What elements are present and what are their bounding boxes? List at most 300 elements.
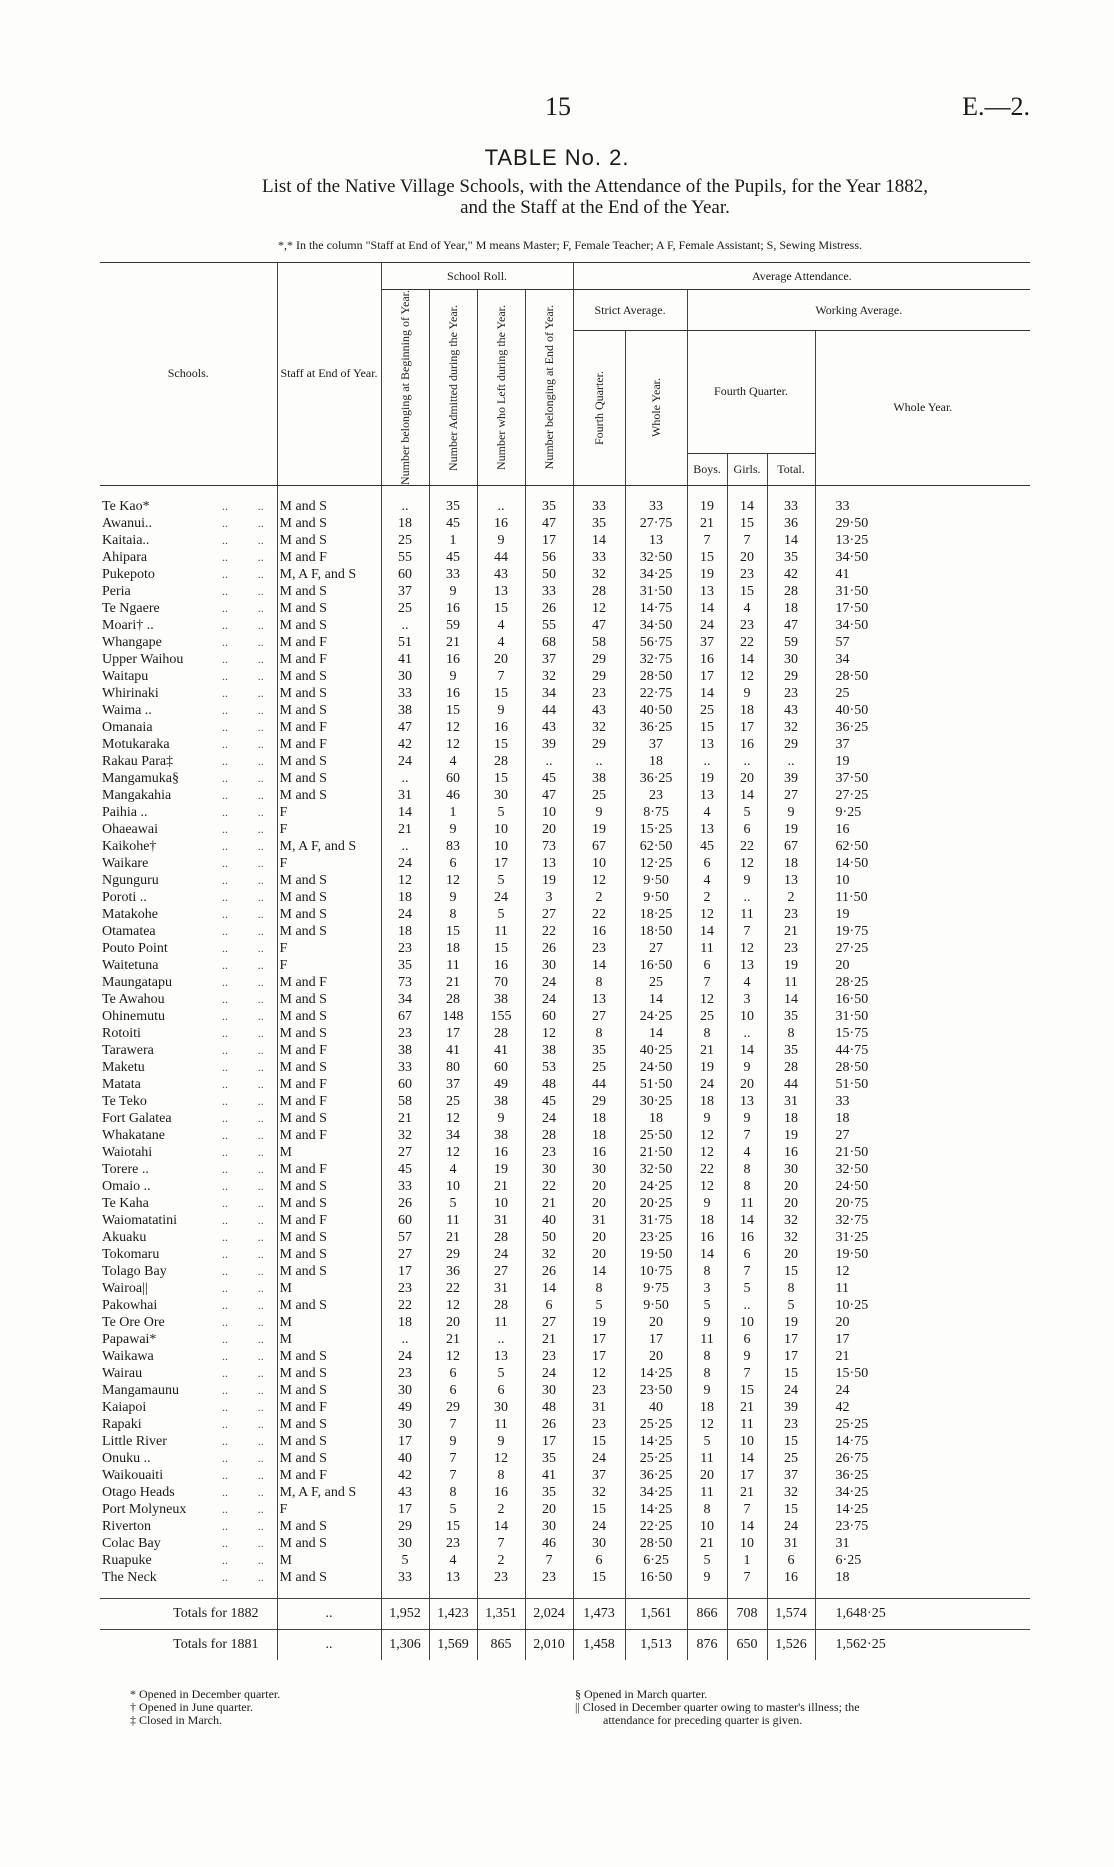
girls-value: 14	[727, 1518, 767, 1535]
leader-dots: ..	[245, 617, 277, 634]
leader-dots: ..	[222, 821, 228, 836]
num-end: 17	[525, 532, 573, 549]
total-header: Total.	[767, 453, 815, 485]
working-whole-year: 21·50	[835, 1144, 869, 1160]
num-beginning: 30	[381, 1535, 429, 1552]
num-beginning: 21	[381, 1110, 429, 1127]
table-row	[100, 855, 1030, 872]
num-left: 28	[477, 753, 525, 770]
leader-dots: ..	[245, 906, 277, 923]
working-whole-year: 14·75	[835, 1433, 869, 1449]
staff-value: M and S	[279, 1229, 327, 1245]
strict-whole-year: 27·75	[625, 515, 687, 532]
staff-value: M and S	[279, 1008, 327, 1024]
leader-dots	[371, 787, 381, 804]
boys-value: 25	[687, 1008, 727, 1025]
num-beginning: ..	[381, 838, 429, 855]
working-whole-year: 34	[835, 651, 850, 667]
leader-dots	[371, 1076, 381, 1093]
staff-value: M and F	[279, 1093, 327, 1109]
working-whole-year: 36·25	[835, 719, 869, 735]
staff-value: M and S	[279, 1195, 327, 1211]
leader-dots: ..	[222, 1059, 228, 1074]
boys-value: 12	[687, 1127, 727, 1144]
num-admitted: 80	[429, 1059, 477, 1076]
girls-value: 9	[727, 1110, 767, 1127]
num-end: 23	[525, 1348, 573, 1365]
num-beginning: 12	[381, 872, 429, 889]
boys-value: 11	[687, 1331, 727, 1348]
total-value: 44	[767, 1076, 815, 1093]
working-whole-year: 18	[835, 1110, 850, 1126]
strict-whole-year: 56·75	[625, 634, 687, 651]
girls-value: 9	[727, 685, 767, 702]
num-left: 49	[477, 1076, 525, 1093]
num-admitted: 1	[429, 532, 477, 549]
school-name: Mangamaunu	[102, 1382, 179, 1398]
num-left: 4	[477, 617, 525, 634]
total-value: 18	[767, 855, 815, 872]
table-row	[100, 1484, 1030, 1501]
leader-dots: ..	[222, 634, 228, 649]
total-value: 8	[767, 1280, 815, 1297]
staff-value: M and S	[279, 1365, 327, 1381]
num-left: 16	[477, 1484, 525, 1501]
leader-dots: ..	[222, 685, 228, 700]
num-left: 7	[477, 1535, 525, 1552]
boys-value: 7	[687, 532, 727, 549]
table-row	[100, 1433, 1030, 1450]
staff-value: F	[279, 1501, 288, 1517]
strict-fourth-quarter: 24	[573, 1450, 625, 1467]
leader-dots	[371, 1433, 381, 1450]
leader-dots	[371, 1195, 381, 1212]
num-beginning: 47	[381, 719, 429, 736]
leader-dots	[371, 821, 381, 838]
leader-dots: ..	[222, 532, 228, 547]
leader-dots: ..	[222, 1484, 228, 1499]
girls-value: 7	[727, 1569, 767, 1599]
footnote: ‡ Closed in March.	[130, 1713, 222, 1727]
school-name: Little River	[102, 1433, 167, 1449]
girls-value: 9	[727, 872, 767, 889]
num-beginning: 18	[381, 515, 429, 532]
table-row	[100, 532, 1030, 549]
strict-whole-year: 36·25	[625, 770, 687, 787]
total-value: 67	[767, 838, 815, 855]
working-whole-year: 20	[835, 1314, 850, 1330]
num-beginning: ..	[381, 1331, 429, 1348]
strict-whole-year: 25	[625, 974, 687, 991]
girls-value: 18	[727, 702, 767, 719]
totals-strict-quarter: 1,473	[573, 1598, 625, 1629]
leader-dots: ..	[245, 1467, 277, 1484]
table-row	[100, 1246, 1030, 1263]
girls-value: 14	[727, 1450, 767, 1467]
working-whole-year: 31	[835, 1535, 850, 1551]
num-left: 60	[477, 1059, 525, 1076]
total-value: 30	[767, 1161, 815, 1178]
staff-value: M, A F, and S	[279, 566, 357, 582]
num-end: 41	[525, 1467, 573, 1484]
working-whole-year: 33	[835, 1093, 850, 1109]
totals-total: 1,574	[767, 1598, 815, 1629]
strict-fourth-quarter: 17	[573, 1348, 625, 1365]
num-end: 38	[525, 1042, 573, 1059]
num-admitted: 35	[429, 485, 477, 515]
staff-value: F	[279, 940, 288, 956]
leader-dots: ..	[245, 1297, 277, 1314]
num-beginning: 51	[381, 634, 429, 651]
strict-whole-year: 25·25	[625, 1416, 687, 1433]
num-end: 14	[525, 1280, 573, 1297]
leader-dots	[371, 685, 381, 702]
girls-value: 22	[727, 634, 767, 651]
strict-fourth-quarter: 43	[573, 702, 625, 719]
num-left: 24	[477, 1246, 525, 1263]
total-value: 16	[767, 1569, 815, 1599]
working-whole-year: 27·25	[835, 787, 869, 803]
leader-dots: ..	[222, 1348, 228, 1363]
school-name: Tolago Bay	[102, 1263, 167, 1279]
num-admitted: 25	[429, 1093, 477, 1110]
strict-whole-year: 9·50	[625, 889, 687, 906]
table-row	[100, 566, 1030, 583]
num-admitted: 45	[429, 549, 477, 566]
girls-value: 4	[727, 974, 767, 991]
strict-whole-year: 19·50	[625, 1246, 687, 1263]
leader-dots	[371, 1365, 381, 1382]
num-admitted: 6	[429, 1382, 477, 1399]
leader-dots	[371, 923, 381, 940]
leader-dots: ..	[222, 1399, 228, 1414]
leader-dots: ..	[245, 787, 277, 804]
num-beginning: 33	[381, 685, 429, 702]
total-value: 28	[767, 583, 815, 600]
total-value: 31	[767, 1093, 815, 1110]
table-caption	[150, 176, 1040, 218]
girls-value: 7	[727, 1127, 767, 1144]
leader-dots: ..	[222, 1433, 228, 1448]
working-whole-year: 29·50	[835, 515, 869, 531]
staff-value: M and S	[279, 685, 327, 701]
leader-dots: ..	[245, 1484, 277, 1501]
working-whole-year: 32·50	[835, 1161, 869, 1177]
leader-dots: ..	[245, 1382, 277, 1399]
strict-whole-year: 18·50	[625, 923, 687, 940]
staff-value: F	[279, 821, 288, 837]
staff-value: M and F	[279, 634, 327, 650]
school-name: Awanui..	[102, 515, 153, 531]
num-beginning: ..	[381, 617, 429, 634]
staff-value: M and S	[279, 1433, 327, 1449]
school-name: The Neck	[102, 1569, 157, 1585]
leader-dots	[371, 991, 381, 1008]
num-beginning: 55	[381, 549, 429, 566]
working-whole-year: 62·50	[835, 838, 869, 854]
strict-fourth-quarter: 15	[573, 1569, 625, 1599]
total-value: 2	[767, 889, 815, 906]
total-value: 25	[767, 1450, 815, 1467]
num-left: 9	[477, 1110, 525, 1127]
working-whole-year: 44·75	[835, 1042, 869, 1058]
num-admitted: 46	[429, 787, 477, 804]
leader-dots: ..	[245, 651, 277, 668]
num-left: 17	[477, 855, 525, 872]
school-name: Tokomaru	[102, 1246, 160, 1262]
num-beginning: 58	[381, 1093, 429, 1110]
table-row	[100, 889, 1030, 906]
strict-fourth-quarter: 18	[573, 1110, 625, 1127]
staff-value: M and F	[279, 1076, 327, 1092]
leader-dots	[371, 600, 381, 617]
num-left: 28	[477, 1229, 525, 1246]
num-left: 6	[477, 1382, 525, 1399]
strict-whole-year: 51·50	[625, 1076, 687, 1093]
strict-whole-year: 21·50	[625, 1144, 687, 1161]
strict-whole-year: 34·25	[625, 1484, 687, 1501]
num-end: 32	[525, 1246, 573, 1263]
school-name: Omanaia	[102, 719, 153, 735]
staff-value: M, A F, and S	[279, 1484, 357, 1500]
totals-beginning: 1,952	[381, 1598, 429, 1629]
total-value: 30	[767, 651, 815, 668]
num-left: 38	[477, 1127, 525, 1144]
total-value: 20	[767, 1195, 815, 1212]
num-end: 33	[525, 583, 573, 600]
boys-value: 14	[687, 1246, 727, 1263]
num-end: 10	[525, 804, 573, 821]
girls-value: 7	[727, 532, 767, 549]
leader-dots: ..	[222, 1314, 228, 1329]
leader-dots	[371, 1263, 381, 1280]
table-row	[100, 1365, 1030, 1382]
strict-fourth-quarter: 12	[573, 1365, 625, 1382]
staff-value: M and S	[279, 1297, 327, 1313]
table-row	[100, 1178, 1030, 1195]
leader-dots: ..	[222, 566, 228, 581]
staff-value: M and S	[279, 702, 327, 718]
leader-dots: ..	[222, 1331, 228, 1346]
footnote: || Closed in December quarter owing to master's illness; the	[575, 1700, 860, 1714]
strict-whole-year: 14·25	[625, 1365, 687, 1382]
num-left: 11	[477, 1416, 525, 1433]
num-end: 20	[525, 1501, 573, 1518]
num-admitted: 12	[429, 1297, 477, 1314]
num-beginning: 27	[381, 1144, 429, 1161]
total-value: 24	[767, 1382, 815, 1399]
leader-dots: ..	[245, 702, 277, 719]
boys-value: 15	[687, 719, 727, 736]
num-left: 43	[477, 566, 525, 583]
school-name: Waitapu	[102, 668, 149, 684]
school-name: Te Awahou	[102, 991, 165, 1007]
leader-dots: ..	[222, 1263, 228, 1278]
total-value: 23	[767, 940, 815, 957]
num-left: 27	[477, 1263, 525, 1280]
num-beginning: 34	[381, 991, 429, 1008]
num-beginning: 33	[381, 1569, 429, 1599]
totals-end: 2,010	[525, 1629, 573, 1660]
leader-dots: ..	[245, 1535, 277, 1552]
strict-whole-year: 28·50	[625, 1535, 687, 1552]
table-row	[100, 1144, 1030, 1161]
num-end: 27	[525, 906, 573, 923]
strict-whole-year: 12·25	[625, 855, 687, 872]
num-beginning: 18	[381, 1314, 429, 1331]
leader-dots: ..	[222, 549, 228, 564]
num-left: 10	[477, 838, 525, 855]
average-attendance-header: Average Attendance.	[573, 263, 1030, 290]
total-value: 28	[767, 1059, 815, 1076]
school-name: Tarawera	[102, 1042, 154, 1058]
num-left: ..	[477, 1331, 525, 1348]
strict-fourth-quarter: 18	[573, 1127, 625, 1144]
num-left: 10	[477, 1195, 525, 1212]
leader-dots	[371, 1212, 381, 1229]
girls-value: 14	[727, 1212, 767, 1229]
table-row	[100, 1025, 1030, 1042]
num-beginning: 33	[381, 1178, 429, 1195]
num-end: 30	[525, 1382, 573, 1399]
staff-value: M and S	[279, 1263, 327, 1279]
num-beginning: 73	[381, 974, 429, 991]
leader-dots	[371, 1314, 381, 1331]
strict-fourth-quarter: 12	[573, 872, 625, 889]
num-admitted: 9	[429, 583, 477, 600]
boys-value: 12	[687, 991, 727, 1008]
strict-fourth-quarter: 8	[573, 974, 625, 991]
school-name: Whirinaki	[102, 685, 159, 701]
num-left: 5	[477, 872, 525, 889]
table-row	[100, 1161, 1030, 1178]
working-whole-year: 14·25	[835, 1501, 869, 1517]
school-name: Maungatapu	[102, 974, 172, 990]
total-value: 23	[767, 685, 815, 702]
strict-fourth-quarter: 9	[573, 804, 625, 821]
num-admitted: 12	[429, 872, 477, 889]
total-value: ..	[767, 753, 815, 770]
num-admitted: 12	[429, 719, 477, 736]
leader-dots: ..	[245, 1212, 277, 1229]
staff-value: M and F	[279, 1399, 327, 1415]
num-left: 16	[477, 515, 525, 532]
school-name: Ruapuke	[102, 1552, 152, 1568]
num-beginning: 25	[381, 532, 429, 549]
working-whole-year: 17·50	[835, 600, 869, 616]
table-row	[100, 770, 1030, 787]
staff-value: M and F	[279, 974, 327, 990]
leader-dots: ..	[245, 855, 277, 872]
total-value: 31	[767, 1535, 815, 1552]
table-row	[100, 617, 1030, 634]
table-row	[100, 515, 1030, 532]
total-value: 13	[767, 872, 815, 889]
strict-fourth-quarter: 47	[573, 617, 625, 634]
leader-dots: ..	[222, 940, 228, 955]
boys-value: 14	[687, 923, 727, 940]
totals-staff: ..	[277, 1598, 381, 1629]
leader-dots: ..	[245, 1433, 277, 1450]
school-name: Te Ore Ore	[102, 1314, 165, 1330]
leader-dots: ..	[222, 1297, 228, 1312]
strict-fourth-quarter: 35	[573, 1042, 625, 1059]
num-admitted: 4	[429, 1552, 477, 1569]
staff-value: M	[279, 1280, 292, 1296]
girls-value: 9	[727, 1059, 767, 1076]
strict-fourth-quarter: 20	[573, 1195, 625, 1212]
leader-dots	[371, 1552, 381, 1569]
strict-fourth-quarter: 14	[573, 532, 625, 549]
leader-dots: ..	[222, 1246, 228, 1261]
table-row	[100, 1501, 1030, 1518]
working-whole-year: 57	[835, 634, 850, 650]
girls-value: 6	[727, 1246, 767, 1263]
strict-fourth-quarter: 23	[573, 1382, 625, 1399]
leader-dots: ..	[245, 1569, 277, 1599]
num-admitted: 28	[429, 991, 477, 1008]
leader-dots	[371, 1348, 381, 1365]
working-whole-year: 31·50	[835, 583, 869, 599]
school-name: Waiotahi	[102, 1144, 153, 1160]
leader-dots: ..	[222, 668, 228, 683]
strict-whole-year: 27	[625, 940, 687, 957]
girls-value: 12	[727, 855, 767, 872]
leader-dots: ..	[222, 702, 228, 717]
girls-value: 20	[727, 1076, 767, 1093]
num-end: 45	[525, 770, 573, 787]
leader-dots	[371, 668, 381, 685]
leader-dots: ..	[245, 1416, 277, 1433]
strict-whole-year: 28·50	[625, 668, 687, 685]
boys-value: 12	[687, 1144, 727, 1161]
staff-value: M and S	[279, 583, 327, 599]
totals-left: 1,351	[477, 1598, 525, 1629]
total-value: 59	[767, 634, 815, 651]
num-left: 44	[477, 549, 525, 566]
num-admitted: 33	[429, 566, 477, 583]
girls-value: 10	[727, 1433, 767, 1450]
girls-value: ..	[727, 1297, 767, 1314]
total-value: 32	[767, 1212, 815, 1229]
strict-fourth-quarter: 31	[573, 1212, 625, 1229]
num-left-header: Number who Left during the Year.	[477, 290, 525, 486]
strict-fourth-quarter: 31	[573, 1399, 625, 1416]
leader-dots: ..	[245, 804, 277, 821]
total-value: 39	[767, 770, 815, 787]
num-left: 5	[477, 1365, 525, 1382]
school-name: Ahipara	[102, 549, 148, 565]
num-end: 23	[525, 1569, 573, 1599]
leader-dots: ..	[222, 1025, 228, 1040]
strict-whole-year: 34·50	[625, 617, 687, 634]
leader-dots: ..	[245, 1399, 277, 1416]
working-whole-year: 18	[835, 1569, 850, 1585]
leader-dots	[371, 549, 381, 566]
document-reference: E.—2.	[962, 92, 1030, 121]
strict-fourth-quarter: 8	[573, 1280, 625, 1297]
strict-fourth-quarter: ..	[573, 753, 625, 770]
strict-fourth-quarter: 20	[573, 1178, 625, 1195]
working-whole-year: 33	[835, 498, 850, 514]
leader-dots	[371, 940, 381, 957]
leader-dots: ..	[222, 1212, 228, 1227]
leader-dots	[371, 974, 381, 991]
leader-dots: ..	[222, 1127, 228, 1142]
num-end: 44	[525, 702, 573, 719]
strict-fourth-quarter: 16	[573, 1144, 625, 1161]
girls-value: 15	[727, 515, 767, 532]
